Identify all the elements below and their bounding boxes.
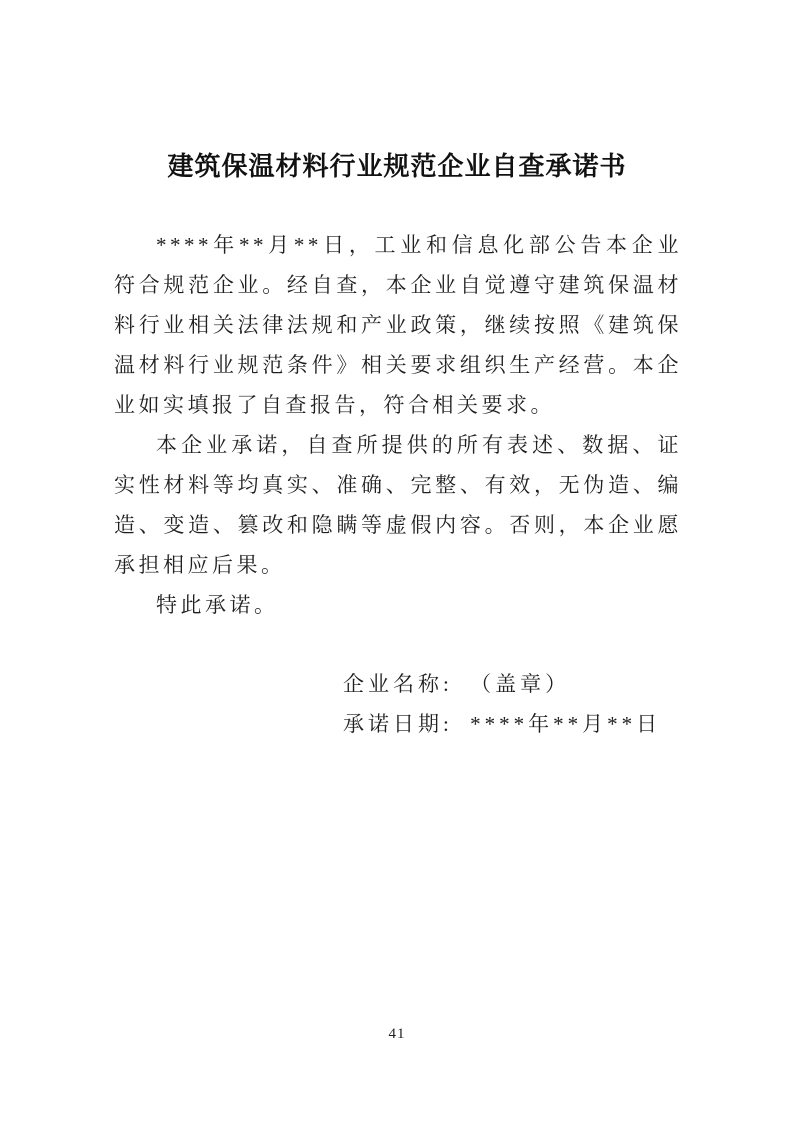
commitment-date-line	[343, 704, 661, 744]
signature-block	[343, 664, 661, 744]
commitment-date-label: 承诺日期:	[343, 712, 453, 736]
document-body	[114, 225, 682, 625]
document-title: 建筑保温材料行业规范企业自查承诺书	[167, 152, 627, 181]
paragraph-closing: 特此承诺。	[156, 593, 279, 617]
company-seal-placeholder: （盖章）	[470, 672, 571, 696]
paragraph-public-notice: ****年**月**日，工业和信息化部公告本企业符合规范企业。经自查，本企业自觉遵守建筑保温材料行业相关法律法规和产业政策，继续按照《建筑保温材料行业规范条件》相关要求组织生产经营。本企业如实填报了自查报告，符合相关要求。	[114, 233, 682, 417]
company-name-line	[343, 664, 661, 704]
paragraph-commitment: 本企业承诺，自查所提供的所有表述、数据、证实性材料等均真实、准确、完整、有效，无伪造、编造、变造、篡改和隐瞒等虚假内容。否则，本企业愿承担相应后果。	[114, 433, 682, 577]
company-name-label: 企业名称:	[343, 672, 453, 696]
commitment-date-value: ****年**月**日	[470, 712, 662, 736]
page-number: 41	[388, 1026, 406, 1042]
